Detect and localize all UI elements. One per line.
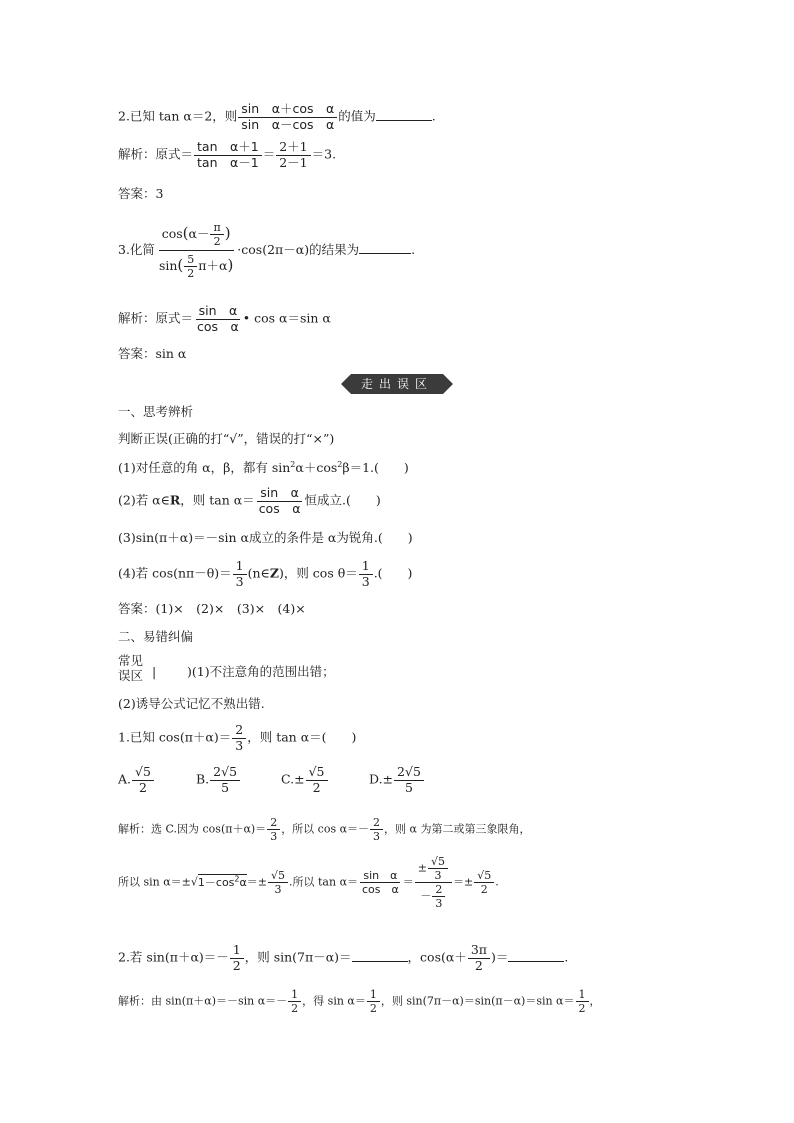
fraction: $\frac{\text{sin α}}{\text{cos α}}$ [258,485,301,516]
fraction: $\frac{\text{sin α＋cos α}}{\text{sin α－cos α}}$ [238,103,337,131]
option-a[interactable]: A. $\frac{√5}{2}$ [118,766,155,794]
exercise-2-solution: 解析：由 sin(π＋α)＝－sin α＝－ $\frac{1}{2}$ ，得 sin α＝ $\frac{1}{2}$ ，则 sin(7π－α)＝sin(π－α)＝sin α＝ $\frac{1}{2}$ ， [118,988,601,1015]
question-3: 3.化简 cos(α－ $\frac{\pi}{2}$ ) sin( $\frac{5}{2}$ π＋α) ·cos(2π－α)的结果为 . [118,221,416,280]
tag-mistake: 误区 [118,668,144,683]
answer-section-1: 答案：(1)× (2)× (3)× (4)× [118,601,306,616]
section-title: 一、思考辨析 [118,404,194,419]
exercise-2: 2.若 sin(π＋α)＝－ $\frac{1}{2}$ ，则 sin(7π－α)＝ ，cos(α＋ $\frac{3\pi}{2}$ )＝ . [118,942,569,973]
answer-2: 答案：3 [118,186,164,201]
mistake-line-2: (2)诱导公式记忆不熟出错. [118,696,265,711]
solution-3: 解析：原式＝ $\frac{\text{sin α}}{\text{cos α}}$ • cos α＝sin α [118,303,331,334]
fraction: $\frac{2}{3}$ [232,724,246,752]
tag-common: 常见 [118,653,144,668]
fraction: $\frac{1}{3}$ [359,560,373,588]
option-d[interactable]: D.± $\frac{2√5}{5}$ [369,766,425,794]
section-banner: 走出误区 [341,374,453,394]
answer-blank[interactable] [376,120,432,121]
item-2: (2)若 α∈R，则 tan α＝ $\frac{\text{sin α}}{\text{cos α}}$ 恒成立.( ) [118,485,381,516]
mistake-line-1: )(1)不注意角的范围出错； [187,664,335,679]
fraction: $\frac{2+1}{2-1}$ [276,141,310,169]
answer-blank[interactable] [352,961,408,962]
instruction: 判断正误(正确的打“√”，错误的打“×”) [118,431,335,446]
question-2: 2.已知 tan α＝2，则 $\frac{\text{sin α＋cos α}}{\text{sin α－cos α}}$ 的值为 . [118,101,436,132]
fraction: $\frac{1}{3}$ [233,560,247,588]
answer-blank[interactable] [508,961,564,962]
option-c[interactable]: C.± $\frac{√5}{2}$ [281,766,329,794]
item-4: (4)若 cos(nπ－θ)＝ $\frac{1}{3}$ (n∈Z)，则 cos θ＝ $\frac{1}{3}$ .( ) [118,558,413,589]
fraction: $\frac{\text{tan α＋1}}{\text{tan α－1}}$ [194,141,262,169]
answer-3: 答案：sin α [118,346,187,361]
section-title: 二、易错纠偏 [118,629,194,644]
exercise-1-solution-line-2: 所以 $\sin \alpha=\pm√1-\cos^2\alpha=\pm$ $\frac{√5}{3}$ .所以 tan α＝ $\frac{\text{sin α}}{\text{cos α}}$ ＝ ± $\frac{√5}{3}$ － $\frac{2}{3}$ ＝± $\frac{√5}{2}$ . [118,855,499,910]
fraction: cos(α－ $\frac{\pi}{2}$ ) sin( $\frac{5}{2}$ π＋α) [158,221,234,280]
item-1: (1)对任意的角 α，β，都有 $\sin^2\alpha+\cos^2\beta=1$.( ) [118,460,409,476]
exercise-1-solution-line-1: 解析：选 C.因为 cos(π＋α)＝ $\frac{2}{3}$ ，所以 cos α＝－ $\frac{2}{3}$ ，则 α 为第二或第三象限角， [118,816,531,843]
fraction: $\frac{\text{sin α}}{\text{cos α}}$ [197,303,239,334]
option-b[interactable]: B. $\frac{2√5}{5}$ [196,766,241,794]
tag-bar: | [152,664,157,679]
item-3: (3)sin(π＋α)＝－sin α成立的条件是 α为锐角.( ) [118,530,413,545]
solution-2: 解析：原式＝ $\frac{\text{tan α＋1}}{\text{tan α－1}}$ ＝ $\frac{2+1}{2-1}$ ＝3. [118,139,337,170]
answer-blank[interactable] [359,253,411,254]
exercise-1: 1.已知 cos(π＋α)＝ $\frac{2}{3}$ ，则 tan α＝( ) [118,722,357,753]
